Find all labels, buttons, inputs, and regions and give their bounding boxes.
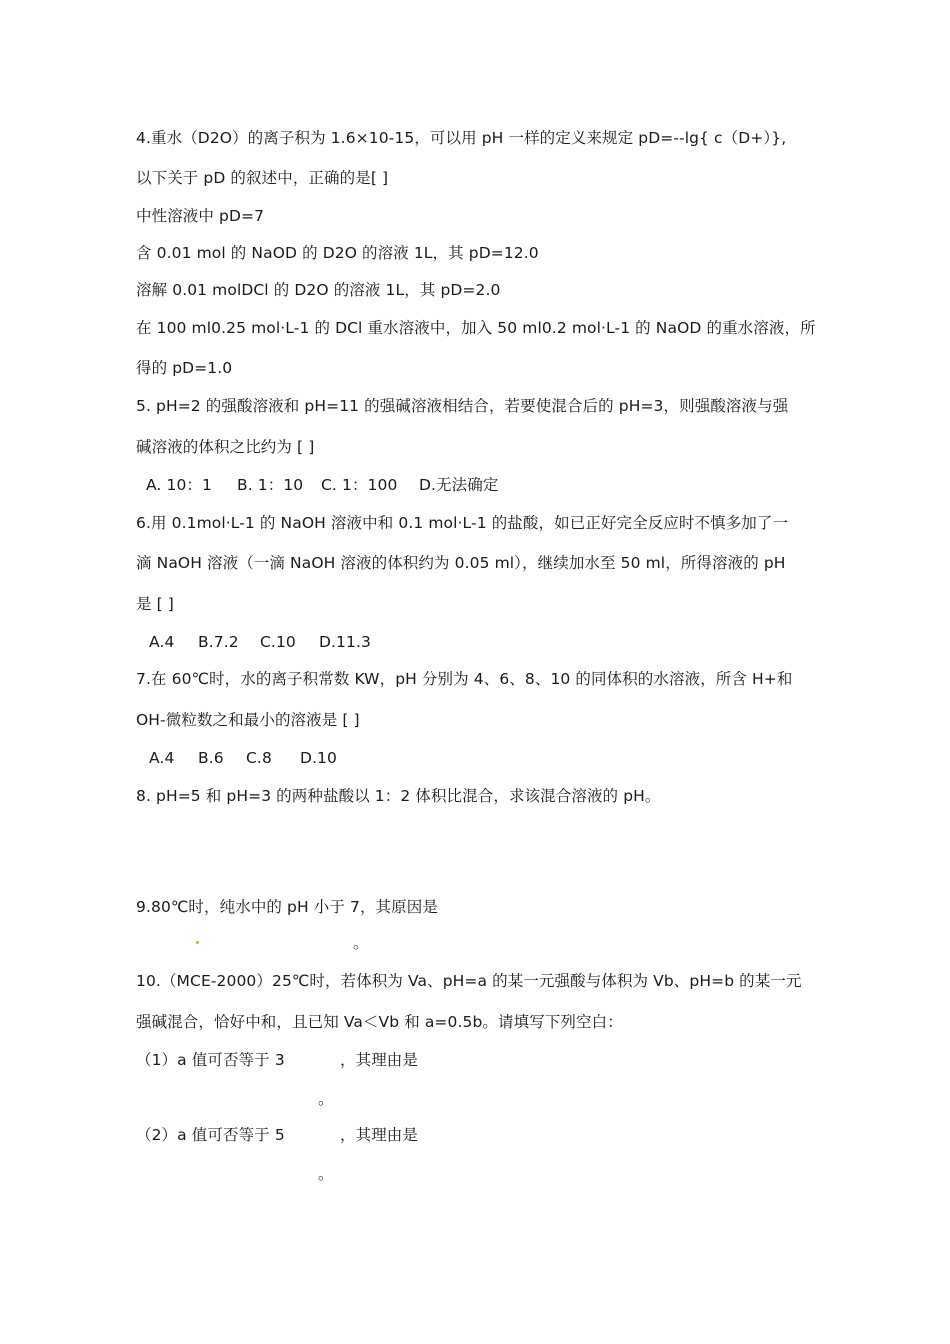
q9-line1: 9.80℃时，纯水中的 pH 小于 7，其原因是 — [136, 898, 438, 916]
q10-sub1-question: （1）a 值可否等于 3 — [136, 1051, 285, 1069]
q5-options — [146, 475, 498, 495]
q4-option-d-line1: 在 100 ml0.25 mol·L-1 的 DCl 重水溶液中，加入 50 ml0.2 mol·L-1 的 NaOD 的重水溶液，所 — [136, 319, 816, 337]
q5-option-d: D.无法确定 — [419, 476, 499, 494]
q6-option-b: B.7.2 — [198, 633, 239, 651]
q5-line2: 碱溶液的体积之比约为 [ ] — [136, 438, 315, 456]
q6-option-d: D.11.3 — [319, 633, 371, 651]
q6-option-c: C.10 — [260, 633, 296, 651]
q9-blank-end: 。 — [353, 934, 369, 952]
q10-sub2-question: （2）a 值可否等于 5 — [136, 1126, 285, 1144]
q10-sub2-reason: ，其理由是 — [340, 1126, 419, 1144]
q4-option-d-line2: 得的 pD=1.0 — [136, 359, 233, 377]
q6-option-a: A.4 — [149, 633, 175, 651]
q6-options — [149, 632, 371, 652]
highlight-mark — [196, 941, 199, 944]
q4-option-c: 溶解 0.01 molDCl 的 D2O 的溶液 1L，其 pD=2.0 — [136, 281, 501, 299]
q7-options — [149, 748, 337, 768]
q5-option-a: A. 10：1 — [146, 476, 212, 494]
q6-line3: 是 [ ] — [136, 595, 174, 613]
q7-line2: OH-微粒数之和最小的溶液是 [ ] — [136, 711, 360, 729]
q10-sub2-end: 。 — [318, 1165, 334, 1183]
q7-option-d: D.10 — [300, 749, 337, 767]
q10-sub1-end: 。 — [318, 1090, 334, 1108]
q7-option-b: B.6 — [198, 749, 224, 767]
q6-line1: 6.用 0.1mol·L-1 的 NaOH 溶液中和 0.1 mol·L-1 的盐酸，如已正好完全反应时不慎多加了一 — [136, 514, 789, 532]
q8-line1: 8. pH=5 和 pH=3 的两种盐酸以 1：2 体积比混合，求该混合溶液的 pH。 — [136, 787, 661, 805]
q4-line2: 以下关于 pD 的叙述中，正确的是[ ] — [136, 169, 389, 187]
q5-line1: 5. pH=2 的强酸溶液和 pH=11 的强碱溶液相结合，若要使混合后的 pH=3，则强酸溶液与强 — [136, 397, 789, 415]
q10-line2: 强碱混合，恰好中和，且已知 Va＜Vb 和 a=0.5b。请填写下列空白： — [136, 1013, 623, 1031]
q10-line1: 10.（MCE-2000）25℃时，若体积为 Va、pH=a 的某一元强酸与体积为 Vb、pH=b 的某一元 — [136, 972, 802, 990]
q7-option-a: A.4 — [149, 749, 175, 767]
q10-sub1-reason: ，其理由是 — [340, 1051, 419, 1069]
q4-option-a: 中性溶液中 pD=7 — [136, 207, 265, 225]
q7-line1: 7.在 60℃时，水的离子积常数 KW，pH 分别为 4、6、8、10 的同体积的水溶液，所含 H+和 — [136, 670, 793, 688]
q7-option-c: C.8 — [246, 749, 272, 767]
q5-option-b: B. 1：10 — [237, 476, 304, 494]
q6-line2: 滴 NaOH 溶液（一滴 NaOH 溶液的体积约为 0.05 ml），继续加水至 50 ml，所得溶液的 pH — [136, 554, 786, 572]
q4-line1: 4.重水（D2O）的离子积为 1.6×10-15，可以用 pH 一样的定义来规定 pD=--lg{ c（D+）}, — [136, 129, 787, 147]
q5-option-c: C. 1：100 — [321, 476, 398, 494]
q4-option-b: 含 0.01 mol 的 NaOD 的 D2O 的溶液 1L，其 pD=12.0 — [136, 244, 539, 262]
